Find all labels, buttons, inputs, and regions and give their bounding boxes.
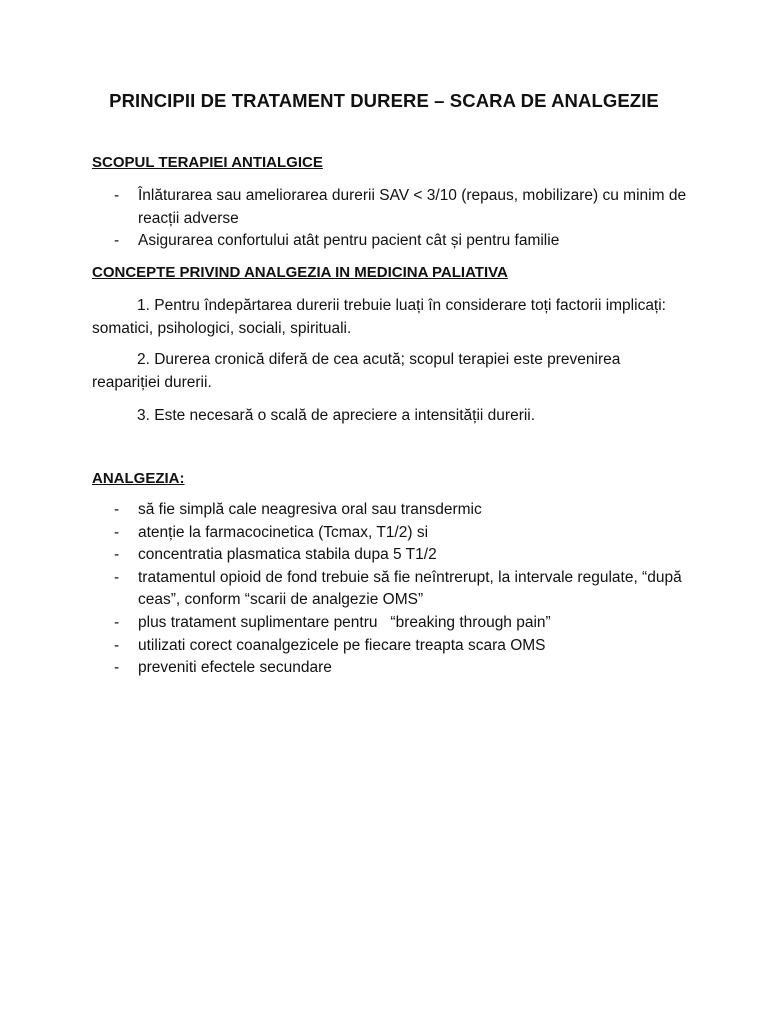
dash-bullet: - bbox=[114, 613, 120, 631]
section-heading-analgezia: ANALGEZIA: bbox=[92, 470, 185, 487]
list-item bbox=[92, 635, 692, 658]
list-item bbox=[92, 522, 692, 545]
list-item bbox=[92, 185, 692, 230]
dash-bullet: - bbox=[114, 187, 120, 204]
page-title: PRINCIPII DE TRATAMENT DURERE – SCARA DE ANALGEZIE bbox=[109, 90, 659, 111]
paragraph-concept-2: 2. Durerea cronică diferă de cea acută; scopul terapiei este prevenirea reapariției durerii. bbox=[92, 351, 621, 391]
list-item-text: Înlăturarea sau ameliorarea durerii SAV < 3/10 (repaus, mobilizare) cu minim de reacții adverse bbox=[138, 187, 687, 227]
scopul-list bbox=[92, 185, 692, 253]
dash-bullet: - bbox=[114, 523, 120, 541]
list-item-text: plus tratament suplimentare pentru “breaking through pain” bbox=[138, 613, 551, 631]
list-item bbox=[92, 499, 692, 522]
list-item-text: tratamentul opioid de fond trebuie să fie neîntrerupt, la intervale regulate, “după ceas”, conform “scarii de analgezie OMS” bbox=[138, 568, 682, 609]
analgezia-list bbox=[92, 499, 692, 680]
dash-bullet: - bbox=[114, 636, 120, 654]
paragraph-concept-1: 1. Pentru îndepărtarea durerii trebuie luați în considerare toți factorii implicați: somatici, psihologici, sociali, spirituali. bbox=[92, 297, 666, 337]
list-item bbox=[92, 544, 692, 567]
list-item-text: preveniti efectele secundare bbox=[138, 659, 332, 677]
list-item bbox=[92, 657, 692, 680]
list-item-text: utilizati corect coanalgezicele pe fiecare treapta scara OMS bbox=[138, 636, 546, 654]
dash-bullet: - bbox=[114, 232, 120, 249]
list-item-text: să fie simplă cale neagresiva oral sau transdermic bbox=[138, 501, 482, 518]
paragraph-concept-3: 3. Este necesară o scală de apreciere a intensității durerii. bbox=[137, 407, 536, 424]
list-item bbox=[92, 612, 692, 635]
dash-bullet: - bbox=[114, 568, 120, 586]
dash-bullet: - bbox=[114, 659, 120, 677]
list-item-text: atenție la farmacocinetica (Tcmax, T1/2) si bbox=[138, 523, 429, 541]
dash-bullet: - bbox=[114, 501, 120, 518]
list-item bbox=[92, 567, 692, 612]
list-item-text: Asigurarea confortului atât pentru pacient cât și pentru familie bbox=[138, 232, 560, 249]
list-item bbox=[92, 230, 692, 253]
list-item-text: concentratia plasmatica stabila dupa 5 T1/2 bbox=[138, 546, 437, 564]
dash-bullet: - bbox=[114, 546, 120, 564]
section-heading-scopul: SCOPUL TERAPIEI ANTIALGICE bbox=[92, 154, 323, 171]
section-heading-concepte: CONCEPTE PRIVIND ANALGEZIA IN MEDICINA PALIATIVA bbox=[92, 264, 508, 281]
